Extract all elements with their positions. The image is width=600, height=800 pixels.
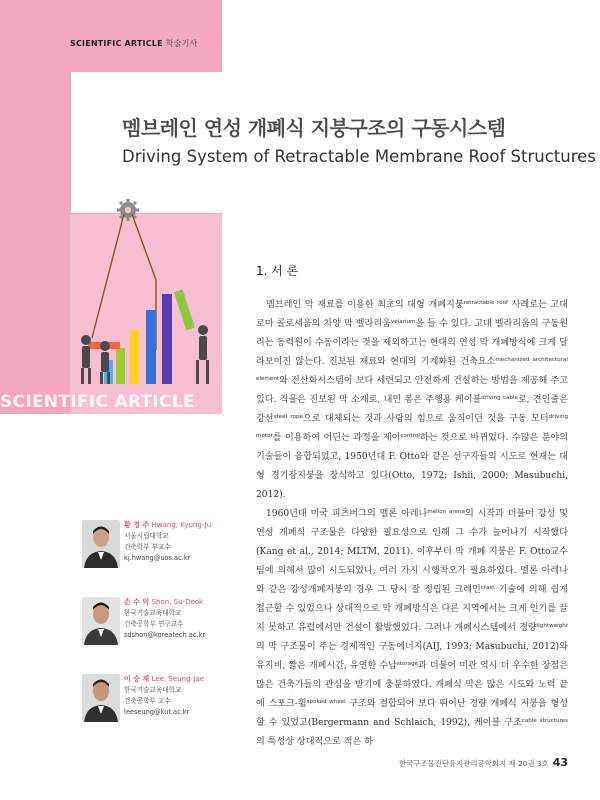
- author-info: [124, 597, 234, 641]
- article-type-en: SCIENTIFIC ARTICLE: [70, 39, 163, 48]
- author-photo: [82, 520, 120, 568]
- paragraph-2: 1960년대 미국 피츠버그의 멜론 아레나$^{mellon arena}$의 시작과 더불어 강성 및 연성 개폐식 구조물은 다양한 필요성으로 인해 그 수가 늘어나기 시작했다(Kang et al., 2014; MLTM, 2011). 이후부터 막 개폐 지붕은 F. Otto교수 팀에 의해서 많이 시도되었나, 여러 가지 시행착오가 필요하였다. 멜론 아레나와 같은 강성개폐지붕의 경우 그 당시 잘 정립된 크레인$^{crain}$ 기술에 의해 쉽게 접근할 수 있었으나 상대적으로 막 개폐방식은 다른 지역에서는 크게 인기를 끌지 못하고 유럽에서만 건설이 활발했었다. 그러나 개폐시스템에서 경량$^{lightweight}$의 막 구조물이 주는 경제적인 구동에너지(AIJ, 1993; Masubuchi, 2012)와 유지비, 짧은 개폐시간, 유연한 수납$^{storage}$과 더불어 미관 역시 더 우수한 장점은 많은 건축가들의 관심을 받기에 충분하였다. 개폐식 막은 많은 시도와 노력 끝에 스포크-휠$^{spoked wheel}$ 구조와 결합되어 보다 뛰어난 경량 개폐식 지붕을 형성할 수 있었고(Bergermann and Schlaich, 1992), 케이블 구조$^{cable structures}$의 특성상 상대적으로 적은 하: [256, 509, 568, 747]
- construction-illustration: [70, 190, 222, 400]
- author-name: 황 경 주 Hwang, Kyung-Ju: [124, 521, 212, 529]
- title-english: Driving System of Retractable Membrane Roof Structures: [122, 147, 596, 166]
- side-banner-text: SCIENTIFIC ARTICLE: [0, 392, 195, 412]
- article-body: [256, 296, 568, 752]
- worker-figures-icon: [81, 325, 209, 384]
- header-pink-block: [0, 0, 222, 72]
- page-number: 43: [552, 756, 568, 769]
- author-name: 이 승 재 Lee, Seung-Jae: [124, 675, 205, 683]
- title-korean: 멤브레인 연성 개폐식 지붕구조의 구동시스템: [122, 116, 506, 140]
- author-email[interactable]: leeseung@kut.ac.kr: [124, 708, 190, 716]
- author-info: [124, 674, 234, 718]
- author-info: [124, 520, 234, 564]
- section-heading: 1. 서 론: [256, 264, 299, 278]
- author-photo: [82, 674, 120, 722]
- author-affiliation: 한국기술교육대학교: [124, 609, 182, 617]
- journal-name: 한국구조물진단유지관리공학회지 제 20권 3호: [399, 759, 549, 768]
- pink-side-strip: [0, 72, 70, 414]
- page-footer: [399, 756, 568, 769]
- author-position: 건축학부 부교수: [124, 543, 171, 551]
- article-type-ko: 학술기사: [165, 39, 198, 48]
- author-email[interactable]: sdshon@koreatech.ac.kr: [124, 631, 206, 639]
- author-affiliation: 서울시립대학교: [124, 532, 169, 540]
- paragraph-1: 멤브레인 막 재료를 이용한 최초의 대형 개폐지붕$^{retractable roof}$ 사례로는 고대 로마 콜로세움의 차양 막 벨라리움$^{velarium}$을 들 수 있다. 고대 벨라리움의 구동원리는 동력원이 수동이라는 것을 제외하고는 현대의 연성 막 개폐방식에 크게 달라보이진 않는다. 진보된 재료와 현대의 기계화된 건축요소$^{mechanized architectural element}$와 전산화시스템이 보다 세련되고 안전하게 건설하는 방법을 제공해 주고 있다. 직물은 진보된 막 소재로, 내민 봉은 주행용 케이블$^{driving cable}$로, 견인줄은 강선$^{steel rope}$으로 대체되는 것과 사람의 힘으로 움직이던 것을 구동 모터$^{driving motor}$를 이용하여 어딘는 과정을 제어$^{control}$하는 것으로 바뀌었다. 수많은 분야의 기술들이 융합되었고, 1950년대 F. Otto와 같은 선구자들의 시도로 현재는 대형 경기장지붕을 장식하고 있다(Otto, 1972; Ishii, 2000; Masubuchi, 2012).: [256, 300, 568, 500]
- article-type-label: [70, 38, 197, 49]
- author-email[interactable]: kj.hwang@uos.ac.kr: [124, 554, 191, 562]
- author-position: 건축공학부 연구교수: [124, 620, 184, 628]
- author-name: 손 수 덕 Shon, Su-Deok: [124, 598, 204, 606]
- author-position: 건축공학부 교수: [124, 697, 171, 705]
- gear-icon: [117, 199, 139, 221]
- bar-columns-icon: [104, 289, 195, 384]
- author-affiliation: 한국기술교육대학교: [124, 686, 182, 694]
- author-photo: [82, 597, 120, 645]
